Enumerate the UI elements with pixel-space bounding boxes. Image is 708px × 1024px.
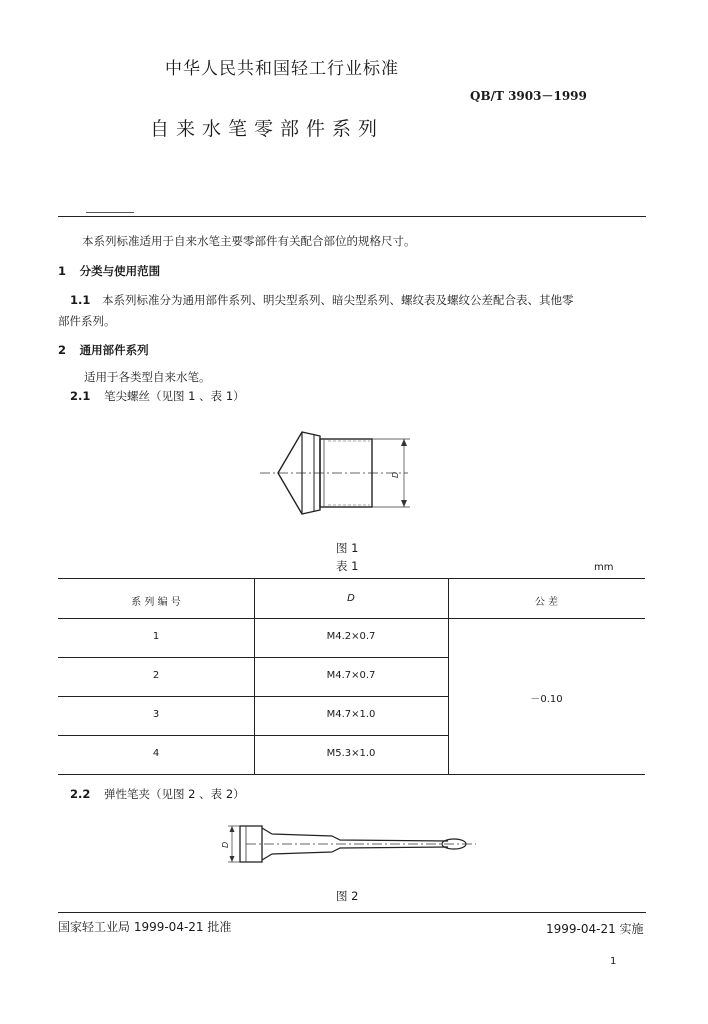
section-2-number: 2 [58, 343, 67, 357]
section-1-1-line1 [70, 292, 574, 308]
section-2-title: 通用部件系列 [79, 343, 149, 357]
section-1-heading [58, 263, 160, 279]
section-1-1-text: 本系列标准分为通用部件系列、明尖型系列、暗尖型系列、螺纹表及螺纹公差配合表、其他零 [102, 293, 574, 307]
table-row-3-d: M4.7×1.0 [326, 709, 376, 720]
table-row-1-no: 1 [152, 631, 160, 642]
header-rule [58, 216, 646, 217]
section-1-1-line2: 部件系列。 [58, 314, 116, 328]
figure-2-pen-clip-drawing [220, 818, 480, 870]
section-2-2-number: 2.2 [70, 787, 91, 801]
figure-1-dim-label: D [391, 471, 400, 478]
standard-code: QB/T 3903－1999 [470, 89, 587, 103]
effective-date-text: 1999-04-21 实施 [546, 922, 644, 936]
section-2-1-heading [70, 388, 245, 404]
footer-rule [58, 912, 646, 913]
figure-2-clip-body-top [262, 828, 448, 841]
table-1-caption: 表 1 [336, 559, 359, 573]
section-2-text: 适用于各类型自来水笔。 [84, 370, 211, 384]
approval-text: 国家轻工业局 1999-04-21 批准 [58, 920, 232, 934]
figure-2-clip-body-bottom [262, 847, 448, 860]
section-1-1-number: 1.1 [70, 293, 91, 307]
section-2-2-heading [70, 786, 245, 802]
intro-paragraph: 本系列标准适用于自来水笔主要零部件有关配合部位的规格尺寸。 [82, 234, 416, 248]
table-row-2-d: M4.7×0.7 [326, 670, 376, 681]
table-header-series-no: 系 列 编 号 [131, 597, 181, 608]
section-2-1-title: 笔尖螺丝（见图 1 、表 1） [104, 389, 245, 403]
section-1-number: 1 [58, 264, 67, 278]
table-1-unit: mm [594, 562, 614, 573]
table-row-2-no: 2 [152, 670, 160, 681]
figure-2-caption: 图 2 [336, 889, 359, 903]
table-header-tolerance: 公 差 [534, 597, 559, 608]
table-row-3-no: 3 [152, 709, 160, 720]
section-2-heading [58, 342, 149, 358]
section-2-1-number: 2.1 [70, 389, 91, 403]
table-row-4-no: 4 [152, 748, 160, 759]
standard-title: 中华人民共和国轻工行业标准 [165, 59, 399, 79]
figure-2-dim-label: D [221, 841, 230, 848]
table-tolerance-value: －0.10 [530, 694, 563, 705]
table-row-1-d: M4.2×0.7 [326, 631, 376, 642]
table-row-4-d: M5.3×1.0 [326, 748, 376, 759]
table-header-d: D [347, 593, 355, 604]
document-title: 自来水笔零部件系列 [150, 118, 385, 140]
section-1-title: 分类与使用范围 [79, 264, 161, 278]
section-2-2-title: 弹性笔夹（见图 2 、表 2） [104, 787, 245, 801]
figure-1-caption: 图 1 [336, 541, 359, 555]
figure-1-nib-screw-drawing [258, 420, 428, 525]
page-number: 1 [610, 956, 617, 967]
header-short-rule [86, 212, 134, 213]
